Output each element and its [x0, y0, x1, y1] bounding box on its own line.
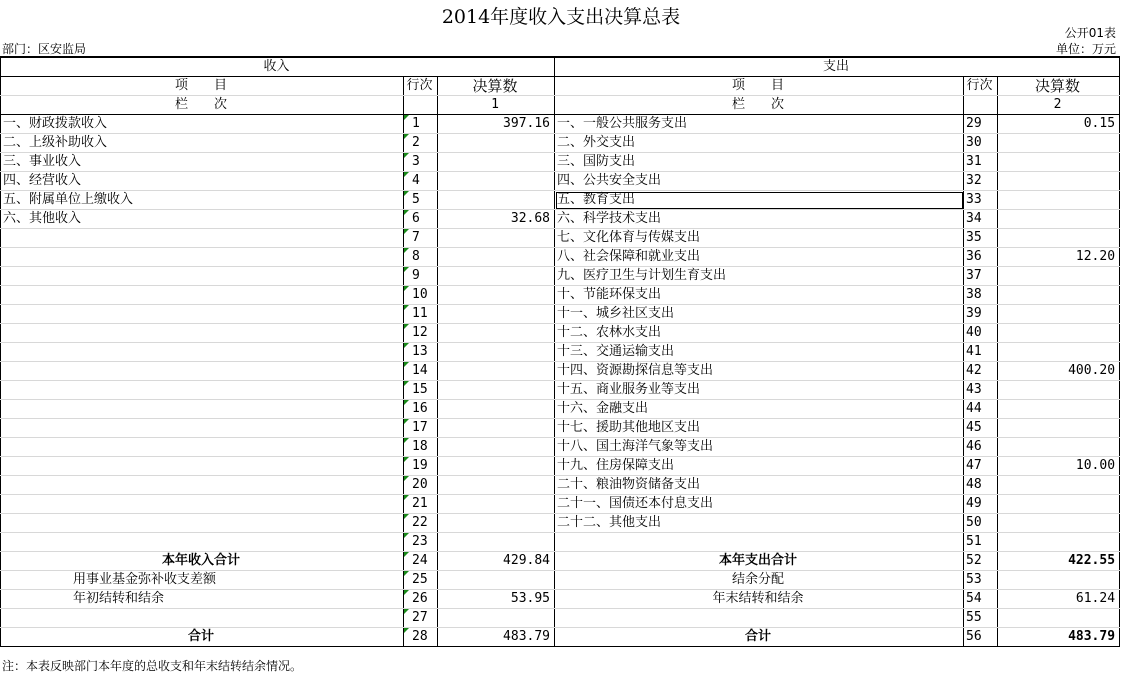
table-row	[1, 419, 1120, 438]
income-section-header: 收入	[1, 57, 555, 77]
expense-summary-row-number: 56	[964, 628, 998, 647]
income-summary-row-number: 28	[404, 628, 438, 647]
income-summary-amount	[438, 571, 555, 590]
department-label: 部门：区安监局	[2, 42, 87, 56]
income-amount	[438, 533, 555, 552]
income-row-number: 22	[404, 514, 438, 533]
income-rowno-header: 行次	[404, 77, 438, 96]
expense-item: 二十、粮油物资储备支出	[555, 476, 964, 495]
expense-summary-row-number: 52	[964, 552, 998, 571]
expense-summary-item: 本年支出合计	[555, 552, 964, 571]
expense-row-number: 34	[964, 210, 998, 229]
income-summary-row-number: 27	[404, 609, 438, 628]
expense-row-number: 44	[964, 400, 998, 419]
income-row-number: 7	[404, 229, 438, 248]
income-row-number: 14	[404, 362, 438, 381]
expense-column-blank	[964, 96, 998, 115]
income-row-number: 1	[404, 115, 438, 134]
income-item	[1, 267, 404, 286]
income-amount	[438, 476, 555, 495]
expense-item: 八、社会保障和就业支出	[555, 248, 964, 267]
expense-amount: 12.20	[998, 248, 1120, 267]
income-row-number: 11	[404, 305, 438, 324]
income-summary-row-number: 25	[404, 571, 438, 590]
income-row-number: 13	[404, 343, 438, 362]
table-row	[1, 381, 1120, 400]
income-amount	[438, 362, 555, 381]
expense-item: 十六、金融支出	[555, 400, 964, 419]
expense-amount	[998, 419, 1120, 438]
income-row-number: 16	[404, 400, 438, 419]
summary-row	[1, 571, 1120, 590]
expense-item	[555, 533, 964, 552]
expense-amount	[998, 229, 1120, 248]
income-row-number: 23	[404, 533, 438, 552]
income-item	[1, 229, 404, 248]
expense-item: 十四、资源勘探信息等支出	[555, 362, 964, 381]
income-row-number: 9	[404, 267, 438, 286]
income-summary-item: 用事业基金弥补收支差额	[1, 571, 404, 590]
expense-row-number: 33	[964, 191, 998, 210]
income-amount	[438, 172, 555, 191]
income-amount	[438, 438, 555, 457]
income-amount	[438, 229, 555, 248]
income-summary-amount: 53.95	[438, 590, 555, 609]
table-row	[1, 476, 1120, 495]
expense-summary-amount: 483.79	[998, 628, 1120, 647]
income-item	[1, 476, 404, 495]
income-row-number: 18	[404, 438, 438, 457]
expense-section-header: 支出	[555, 57, 1120, 77]
table-row	[1, 248, 1120, 267]
income-row-number: 6	[404, 210, 438, 229]
income-row-number: 4	[404, 172, 438, 191]
expense-amount: 0.15	[998, 115, 1120, 134]
table-row	[1, 267, 1120, 286]
expense-row-number: 38	[964, 286, 998, 305]
expense-column-label: 栏 次	[555, 96, 964, 115]
table-row	[1, 172, 1120, 191]
expense-item: 十九、住房保障支出	[555, 457, 964, 476]
expense-item: 九、医疗卫生与计划生育支出	[555, 267, 964, 286]
income-summary-item	[1, 609, 404, 628]
income-item	[1, 514, 404, 533]
income-row-number: 17	[404, 419, 438, 438]
section-header-row	[1, 57, 1120, 77]
income-item	[1, 343, 404, 362]
income-item	[1, 305, 404, 324]
income-amount: 397.16	[438, 115, 555, 134]
expense-item: 十八、国土海洋气象等支出	[555, 438, 964, 457]
table-row	[1, 286, 1120, 305]
expense-summary-row-number: 53	[964, 571, 998, 590]
expense-column-index: 2	[998, 96, 1120, 115]
expense-row-number: 50	[964, 514, 998, 533]
expense-item: 十一、城乡社区支出	[555, 305, 964, 324]
footnote: 注：本表反映部门本年度的总收支和年末结转结余情况。	[2, 659, 303, 673]
income-item: 六、其他收入	[1, 210, 404, 229]
expense-amount	[998, 134, 1120, 153]
expense-row-number: 49	[964, 495, 998, 514]
table-row	[1, 343, 1120, 362]
expense-summary-row-number: 54	[964, 590, 998, 609]
table-row	[1, 514, 1120, 533]
expense-summary-item: 年末结转和结余	[555, 590, 964, 609]
income-amount: 32.68	[438, 210, 555, 229]
income-item: 四、经营收入	[1, 172, 404, 191]
income-column-blank	[404, 96, 438, 115]
income-item	[1, 381, 404, 400]
expense-item: 五、教育支出	[555, 191, 964, 210]
income-amount	[438, 514, 555, 533]
expense-amount	[998, 305, 1120, 324]
income-amount	[438, 400, 555, 419]
expense-amount	[998, 476, 1120, 495]
summary-row	[1, 552, 1120, 571]
summary-row	[1, 609, 1120, 628]
income-item	[1, 248, 404, 267]
income-row-number: 2	[404, 134, 438, 153]
expense-row-number: 32	[964, 172, 998, 191]
table-row	[1, 457, 1120, 476]
income-item	[1, 419, 404, 438]
income-amount	[438, 305, 555, 324]
expense-amount	[998, 210, 1120, 229]
expense-item: 六、科学技术支出	[555, 210, 964, 229]
income-amount	[438, 267, 555, 286]
income-summary-row-number: 26	[404, 590, 438, 609]
income-amount	[438, 495, 555, 514]
table-row	[1, 153, 1120, 172]
expense-summary-row-number: 55	[964, 609, 998, 628]
income-amount	[438, 324, 555, 343]
income-amount	[438, 457, 555, 476]
income-row-number: 19	[404, 457, 438, 476]
income-summary-item: 年初结转和结余	[1, 590, 404, 609]
expense-row-number: 37	[964, 267, 998, 286]
expense-summary-amount: 422.55	[998, 552, 1120, 571]
expense-item: 十二、农林水支出	[555, 324, 964, 343]
income-row-number: 5	[404, 191, 438, 210]
income-amount	[438, 191, 555, 210]
income-summary-amount	[438, 609, 555, 628]
income-summary-item: 合计	[1, 628, 404, 647]
income-summary-item: 本年收入合计	[1, 552, 404, 571]
income-row-number: 10	[404, 286, 438, 305]
income-item	[1, 495, 404, 514]
column-header-row	[1, 77, 1120, 96]
table-row	[1, 305, 1120, 324]
income-amount-header: 决算数	[438, 77, 555, 96]
summary-row	[1, 628, 1120, 647]
expense-row-number: 42	[964, 362, 998, 381]
table-row	[1, 533, 1120, 552]
expense-amount	[998, 381, 1120, 400]
expense-amount	[998, 267, 1120, 286]
expense-row-number: 39	[964, 305, 998, 324]
expense-item: 四、公共安全支出	[555, 172, 964, 191]
expense-row-number: 29	[964, 115, 998, 134]
expense-item: 十五、商业服务业等支出	[555, 381, 964, 400]
income-item: 五、附属单位上缴收入	[1, 191, 404, 210]
expense-row-number: 48	[964, 476, 998, 495]
expense-summary-item	[555, 609, 964, 628]
income-amount	[438, 419, 555, 438]
income-item	[1, 362, 404, 381]
summary-row	[1, 590, 1120, 609]
income-summary-row-number: 24	[404, 552, 438, 571]
expense-row-number: 40	[964, 324, 998, 343]
expense-amount	[998, 172, 1120, 191]
income-item: 二、上级补助收入	[1, 134, 404, 153]
expense-summary-amount: 61.24	[998, 590, 1120, 609]
expense-summary-item: 结余分配	[555, 571, 964, 590]
expense-item: 二十二、其他支出	[555, 514, 964, 533]
expense-row-number: 36	[964, 248, 998, 267]
expense-row-number: 31	[964, 153, 998, 172]
table-row	[1, 134, 1120, 153]
income-amount	[438, 286, 555, 305]
income-row-number: 12	[404, 324, 438, 343]
expense-summary-amount	[998, 571, 1120, 590]
income-amount	[438, 153, 555, 172]
table-number: 公开01表	[1064, 26, 1116, 40]
budget-summary-table	[0, 56, 1120, 647]
income-amount	[438, 134, 555, 153]
income-column-label: 栏 次	[1, 96, 404, 115]
column-index-row	[1, 96, 1120, 115]
expense-item-header: 项 目	[555, 77, 964, 96]
unit-label: 单位：万元	[1055, 42, 1116, 56]
income-item-header: 项 目	[1, 77, 404, 96]
expense-amount: 400.20	[998, 362, 1120, 381]
expense-amount	[998, 191, 1120, 210]
expense-item: 三、国防支出	[555, 153, 964, 172]
expense-rowno-header: 行次	[964, 77, 998, 96]
table-row	[1, 191, 1120, 210]
expense-item: 十、节能环保支出	[555, 286, 964, 305]
income-column-index: 1	[438, 96, 555, 115]
expense-item: 十七、援助其他地区支出	[555, 419, 964, 438]
income-row-number: 8	[404, 248, 438, 267]
expense-item: 十三、交通运输支出	[555, 343, 964, 362]
income-row-number: 21	[404, 495, 438, 514]
expense-row-number: 41	[964, 343, 998, 362]
expense-amount	[998, 400, 1120, 419]
expense-item: 二十一、国债还本付息支出	[555, 495, 964, 514]
expense-amount	[998, 324, 1120, 343]
table-row	[1, 400, 1120, 419]
expense-item: 七、文化体育与传媒支出	[555, 229, 964, 248]
expense-amount	[998, 286, 1120, 305]
expense-amount	[998, 533, 1120, 552]
expense-amount	[998, 514, 1120, 533]
expense-row-number: 51	[964, 533, 998, 552]
income-item	[1, 457, 404, 476]
income-item	[1, 286, 404, 305]
expense-row-number: 43	[964, 381, 998, 400]
income-item	[1, 533, 404, 552]
expense-summary-amount	[998, 609, 1120, 628]
table-row	[1, 495, 1120, 514]
income-item	[1, 438, 404, 457]
expense-amount: 10.00	[998, 457, 1120, 476]
expense-amount-header: 决算数	[998, 77, 1120, 96]
table-row	[1, 115, 1120, 134]
report-title: 2014年度收入支出决算总表	[441, 6, 681, 28]
expense-summary-item: 合计	[555, 628, 964, 647]
income-amount	[438, 343, 555, 362]
income-item: 一、财政拨款收入	[1, 115, 404, 134]
income-summary-amount: 483.79	[438, 628, 555, 647]
expense-amount	[998, 438, 1120, 457]
income-summary-amount: 429.84	[438, 552, 555, 571]
expense-row-number: 35	[964, 229, 998, 248]
income-row-number: 15	[404, 381, 438, 400]
income-row-number: 20	[404, 476, 438, 495]
expense-item: 一、一般公共服务支出	[555, 115, 964, 134]
income-amount	[438, 381, 555, 400]
expense-row-number: 30	[964, 134, 998, 153]
table-row	[1, 210, 1120, 229]
expense-amount	[998, 343, 1120, 362]
table-row	[1, 362, 1120, 381]
expense-row-number: 47	[964, 457, 998, 476]
income-item	[1, 400, 404, 419]
income-row-number: 3	[404, 153, 438, 172]
income-amount	[438, 248, 555, 267]
expense-row-number: 46	[964, 438, 998, 457]
expense-amount	[998, 495, 1120, 514]
table-row	[1, 229, 1120, 248]
income-item: 三、事业收入	[1, 153, 404, 172]
table-row	[1, 438, 1120, 457]
income-item	[1, 324, 404, 343]
table-row	[1, 324, 1120, 343]
expense-amount	[998, 153, 1120, 172]
expense-item: 二、外交支出	[555, 134, 964, 153]
expense-row-number: 45	[964, 419, 998, 438]
